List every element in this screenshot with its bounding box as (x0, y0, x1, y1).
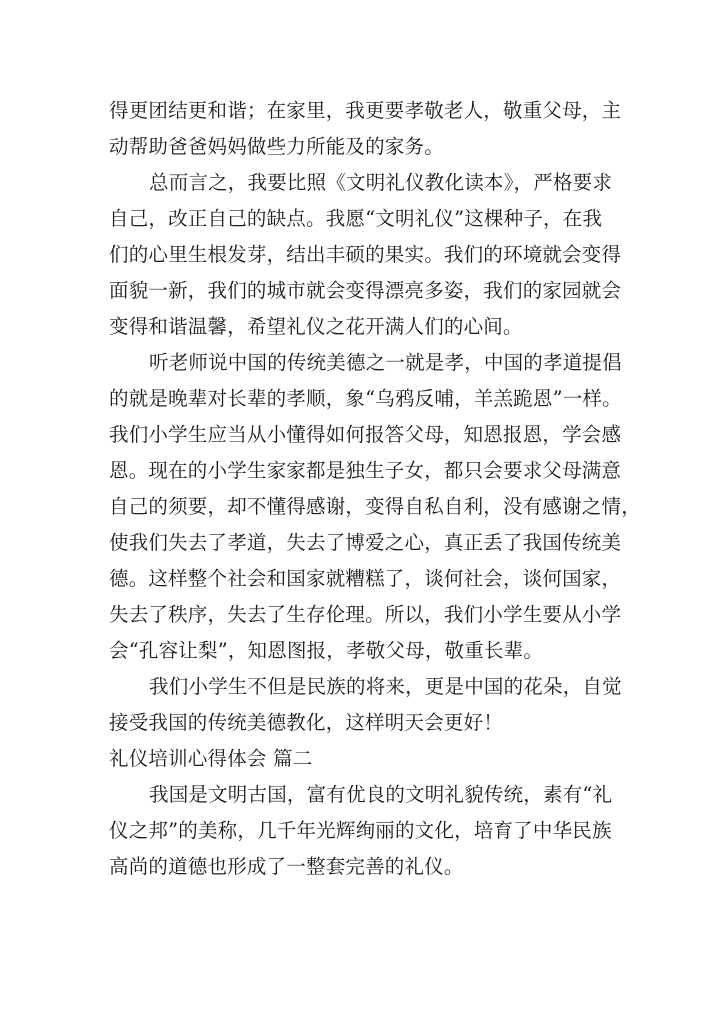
text-line: 我们小学生应当从小懂得如何报答父母，知恩报恩，学会感 (109, 423, 622, 446)
text-line: 自己，改正自己的缺点。我愿“文明礼仪”这棵种子，在我 (109, 207, 603, 230)
text-line: 使我们失去了孝道，失去了博爱之心，真正丢了我国传统美 (109, 531, 622, 554)
text-line: 们的心里生根发芽，结出丰硕的果实。我们的环境就会变得 (109, 243, 622, 266)
text-line: 德。这样整个社会和国家就糟糕了，谈何社会，谈何国家， (109, 567, 622, 590)
text-line: 恩。现在的小学生家家都是独生子女，都只会要求父母满意 (109, 459, 622, 482)
paragraph-start-line: 总而言之，我要比照《文明礼仪教化读本》，严格要求 (149, 171, 613, 194)
text-line: 动帮助爸爸妈妈做些力所能及的家务。 (109, 135, 444, 158)
paragraph-start-line: 听老师说中国的传统美德之一就是孝，中国的孝道提倡 (149, 351, 622, 374)
text-line: 面貌一新，我们的城市就会变得漂亮多姿，我们的家园就会 (109, 279, 622, 302)
document-page (109, 93, 641, 885)
text-line: 得更团结更和谐；在家里，我更要孝敬老人，敬重父母，主 (109, 99, 622, 122)
text-line: 仪之邦”的美称，几千年光辉绚丽的文化，培育了中华民族 (109, 819, 612, 842)
text-line: 高尚的道德也形成了一整套完善的礼仪。 (109, 855, 464, 878)
paragraph-start-line: 我国是文明古国，富有优良的文明礼貌传统，素有“礼 (149, 783, 613, 806)
text-line: 接受我国的传统美德教化，这样明天会更好！ (109, 711, 504, 734)
paragraph-start-line: 我们小学生不但是民族的将来，更是中国的花朵，自觉 (149, 675, 622, 698)
section-heading: 礼仪培训心得体会 篇二 (109, 747, 313, 770)
text-line: 自己的须要，却不懂得感谢，变得自私自利，没有感谢之情， (109, 495, 641, 518)
text-line: 会“孔容让梨”，知恩图报，孝敬父母，敬重长辈。 (109, 639, 544, 662)
text-line: 失去了秩序，失去了生存伦理。所以，我们小学生要从小学 (109, 603, 622, 626)
text-line: 变得和谐温馨，希望礼仪之花开满人们的心间。 (109, 315, 523, 338)
text-line: 的就是晚辈对长辈的孝顺，象“乌鸦反哺，羊羔跪恩”一样。 (109, 387, 622, 410)
